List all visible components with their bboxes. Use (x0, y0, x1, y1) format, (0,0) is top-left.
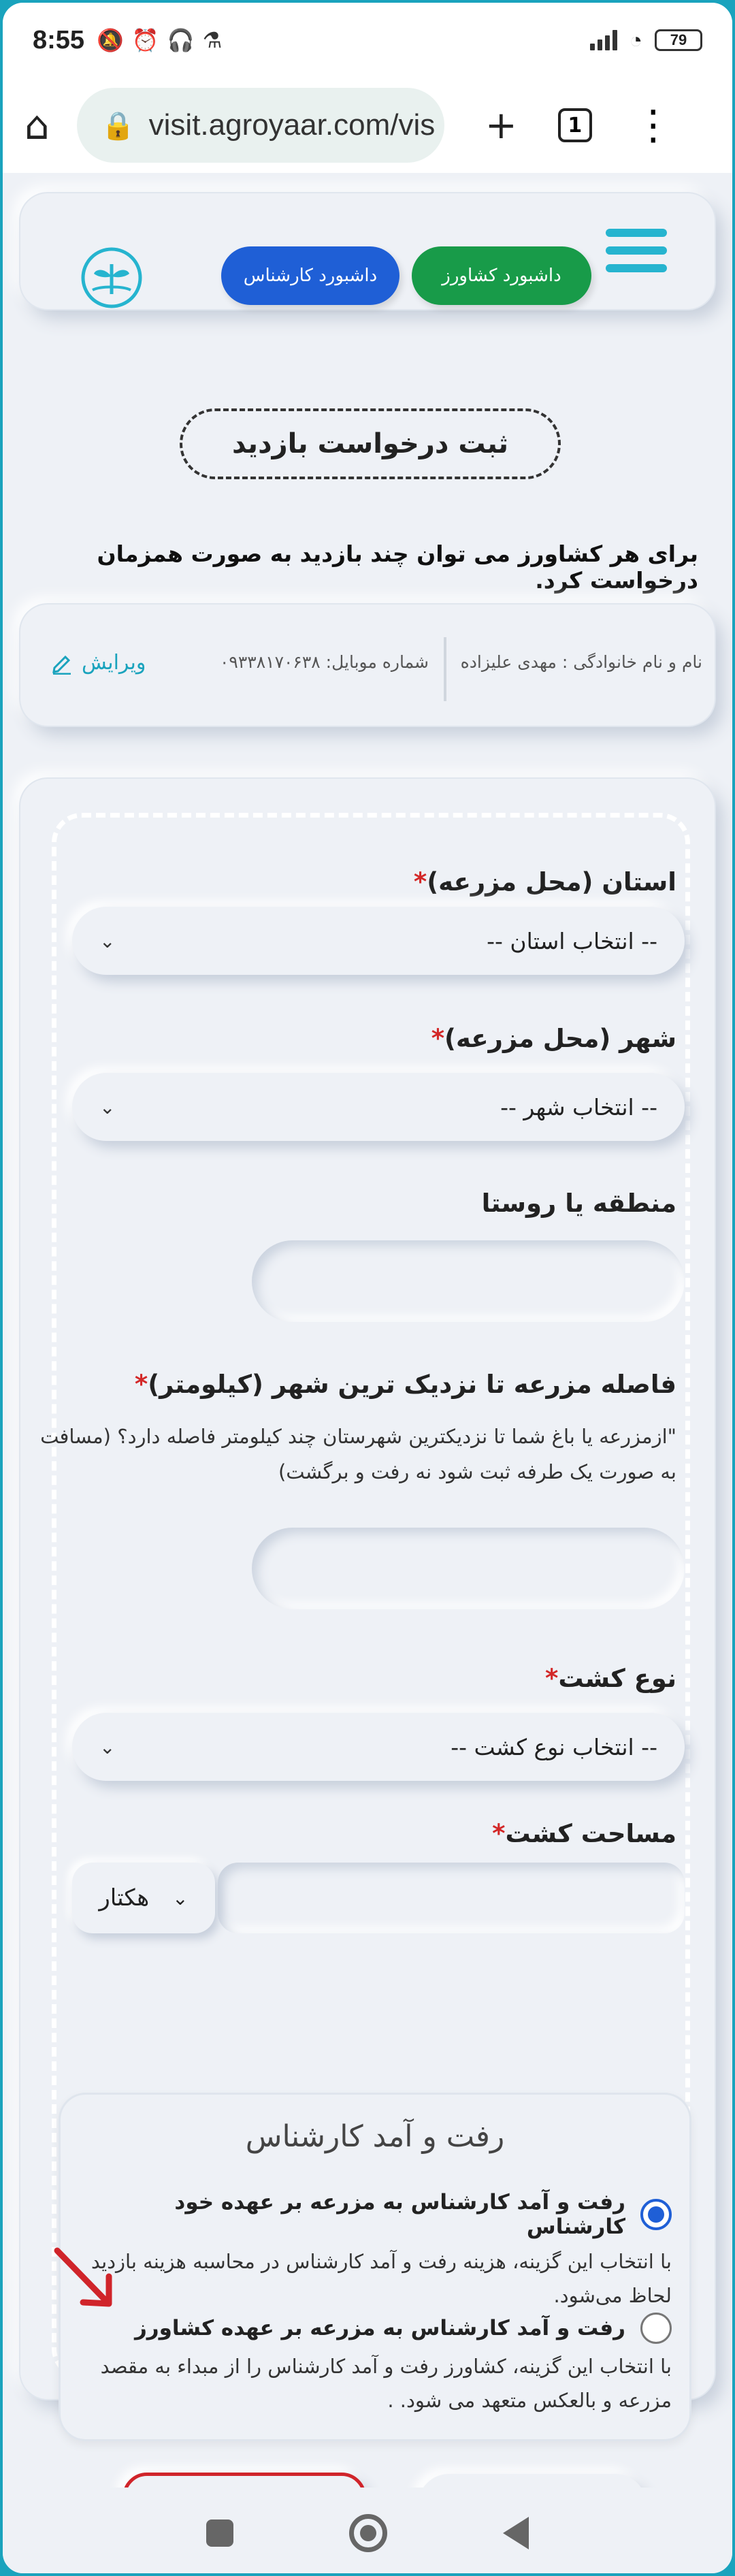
site-header (20, 193, 715, 309)
expert-dashboard-button[interactable]: داشبورد کارشناس (221, 246, 399, 305)
web-page (3, 173, 732, 2488)
vpn-icon: ⚗ (202, 28, 223, 52)
user-phone: شماره موبایل: ۰۹۳۳۸۱۷۰۶۳۸ (220, 652, 429, 672)
province-select[interactable]: -- انتخاب استان -- ⌄ (72, 907, 685, 975)
more-menu-icon[interactable]: ⋮ (632, 101, 674, 149)
city-label: شهر (محل مزرعه)* (431, 1024, 676, 1053)
battery-icon: 79 (655, 29, 702, 51)
village-label: منطقه یا روستا (481, 1189, 676, 1218)
new-tab-icon[interactable]: + (485, 103, 517, 148)
chevron-down-icon: ⌄ (99, 1095, 116, 1118)
lock-icon: 🔒 (101, 110, 135, 141)
area-label: مساحت کشت* (492, 1819, 676, 1848)
edit-label: ویرایش (82, 651, 146, 675)
crop-type-label: نوع کشت* (545, 1664, 676, 1693)
trip-option-expert[interactable]: رفت و آمد کارشناس به مزرعه بر عهده خود کارشناس با انتخاب این گزینه، هزینه رفت و آمد کارشناس در محاسبه هزینه بازدید لحاظ می‌شود. (91, 2190, 672, 2307)
city-select[interactable]: -- انتخاب شهر -- ⌄ (72, 1073, 685, 1141)
wifi-icon: ◔ (629, 27, 642, 52)
alarm-icon: ⏰ (131, 28, 159, 52)
page-title: ثبت درخواست بازدید (180, 408, 561, 479)
system-nav-bar (3, 2488, 732, 2576)
user-info-card (20, 605, 715, 726)
back-icon[interactable] (503, 2517, 529, 2549)
area-unit-select[interactable]: هکتار ⌄ (72, 1863, 215, 1933)
url-text: visit.agroyaar.com/vis (148, 108, 436, 142)
user-name: نام و نام خانوادگی : مهدی علیزاده (460, 652, 702, 672)
distance-input[interactable] (252, 1528, 685, 1609)
home-icon[interactable]: ⌂ (24, 102, 50, 148)
distance-label: فاصله مزرعه تا نزدیک ترین شهر (کیلومتر)* (134, 1370, 676, 1399)
request-form (20, 779, 715, 2412)
edit-link[interactable] (50, 651, 146, 675)
trip-option-farmer[interactable]: رفت و آمد کارشناس به مزرعه بر عهده کشاورز با انتخاب این گزینه، کشاورز رفت و آمد کارشناس را از مبداء به مقصد مزرعه و بالعکس متعهد می شود. . (73, 2313, 672, 2417)
home-button-icon[interactable] (349, 2514, 387, 2552)
village-input[interactable] (252, 1240, 685, 1322)
radio-unselected[interactable] (640, 2313, 672, 2344)
annotation-arrow (44, 2242, 125, 2324)
expert-trip-panel (59, 2093, 691, 2441)
farmer-dashboard-button[interactable]: داشبورد کشاورز (412, 246, 591, 305)
area-input[interactable] (218, 1863, 685, 1933)
chevron-down-icon: ⌄ (172, 1886, 189, 1910)
mute-icon: 🔕 (97, 28, 124, 52)
province-label: استان (محل مزرعه)* (413, 867, 676, 897)
address-bar[interactable] (77, 88, 444, 163)
trip-title: رفت و آمد کارشناس (245, 2119, 505, 2154)
radio-selected[interactable] (640, 2199, 672, 2230)
page-subtitle: برای هر کشاورز می توان چند بازدید به صورت همزمان درخواست کرد. (97, 541, 698, 594)
browser-toolbar (3, 78, 732, 173)
pencil-icon (50, 651, 74, 675)
chevron-down-icon: ⌄ (99, 929, 116, 952)
headset-icon: 🎧 (167, 28, 195, 52)
status-time: 8:55 (33, 25, 85, 54)
divider (444, 637, 446, 701)
tab-switcher-button[interactable]: 1 (558, 108, 592, 142)
distance-hint: "ازمزرعه یا باغ شما تا نزدیکترین شهرستان چند کیلومتر فاصله دارد؟ (مسافت به صورت یک طرفه ثبت شود نه رفت و برگشت) (40, 1425, 676, 1483)
recents-icon[interactable] (206, 2519, 233, 2547)
status-bar (3, 3, 732, 78)
site-logo-icon[interactable] (80, 246, 143, 309)
crop-type-select[interactable]: -- انتخاب نوع کشت -- ⌄ (72, 1713, 685, 1781)
signal-icon (590, 30, 617, 50)
chevron-down-icon: ⌄ (99, 1735, 116, 1758)
hamburger-menu-icon[interactable] (606, 229, 667, 282)
